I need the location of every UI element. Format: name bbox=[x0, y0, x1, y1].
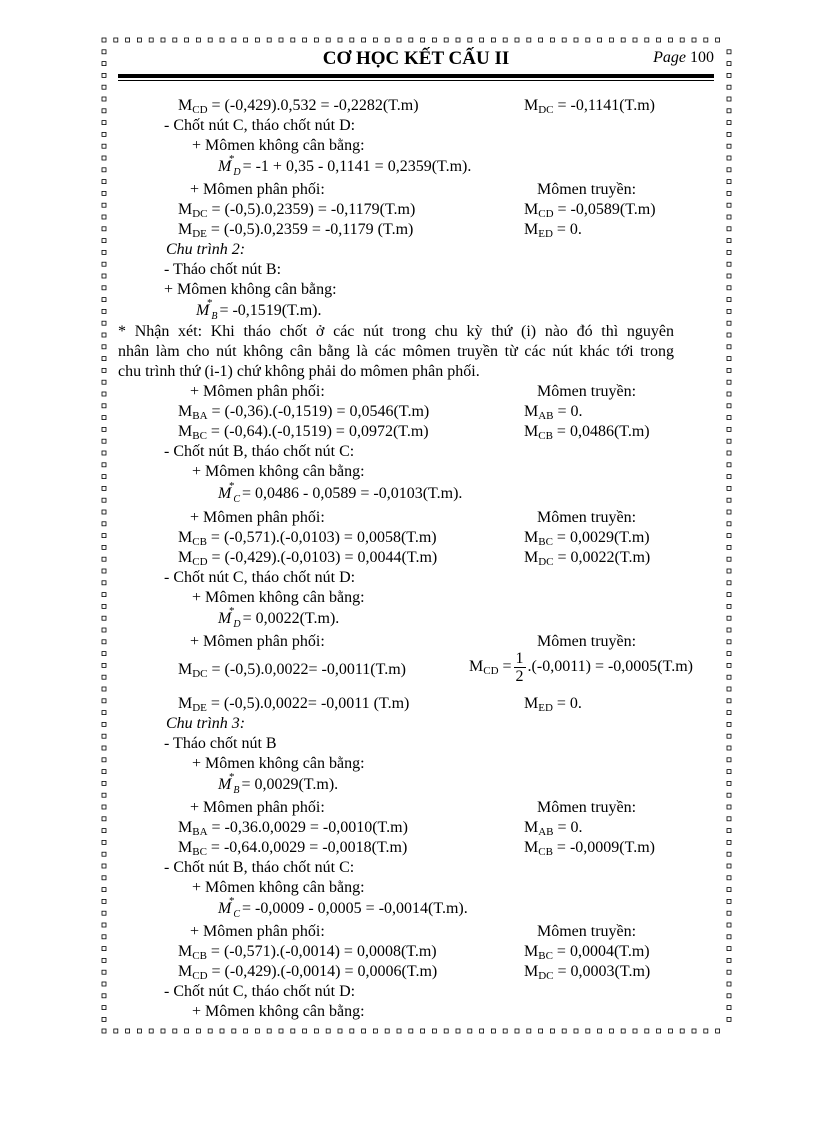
text-run: Mômen truyền: bbox=[537, 799, 637, 816]
text-run: M bbox=[524, 201, 539, 218]
text-run: + Mômen phân phối: bbox=[190, 633, 325, 650]
text-line bbox=[524, 220, 582, 240]
subscript: CB bbox=[192, 950, 207, 962]
text-line bbox=[524, 528, 650, 548]
text-line bbox=[178, 838, 407, 858]
text-run: + Mômen không cân bằng: bbox=[192, 1003, 365, 1020]
subscript: BA bbox=[192, 826, 208, 838]
text-run: M bbox=[524, 221, 539, 238]
text-run: = -1 + 0,35 - 0,1141 = 0,2359(T.m). bbox=[242, 158, 472, 175]
text-line bbox=[178, 528, 437, 548]
section-heading: Chu trình 3: bbox=[166, 715, 246, 732]
text-line bbox=[524, 694, 582, 714]
text-run: Mômen truyền: bbox=[537, 509, 637, 526]
text-line bbox=[192, 878, 365, 898]
text-line bbox=[190, 382, 325, 402]
text-run: Mômen truyền: bbox=[537, 181, 637, 198]
text-line bbox=[524, 942, 650, 962]
text-line bbox=[178, 660, 406, 680]
text-line bbox=[190, 632, 325, 652]
text-line bbox=[166, 714, 245, 734]
text-run: M bbox=[524, 695, 539, 712]
subscript: DC bbox=[192, 668, 208, 680]
text-run: - Tháo chốt nút B bbox=[164, 735, 277, 752]
subscript: DC bbox=[192, 208, 208, 220]
text-line bbox=[118, 322, 674, 342]
text-run: Mômen truyền: bbox=[537, 383, 637, 400]
subscript: CD bbox=[192, 556, 208, 568]
text-line bbox=[524, 818, 583, 838]
subscript: BA bbox=[192, 410, 208, 422]
text-run: + Mômen không cân bằng: bbox=[192, 463, 365, 480]
subscript: CD bbox=[192, 104, 208, 116]
text-line bbox=[537, 632, 636, 652]
text-line bbox=[190, 798, 325, 818]
text-line bbox=[537, 508, 636, 528]
subscript: CB bbox=[538, 846, 553, 858]
text-line bbox=[164, 280, 337, 300]
text-line bbox=[118, 342, 674, 362]
subscript: BC bbox=[538, 536, 553, 548]
text-run: + Mômen không cân bằng: bbox=[192, 589, 365, 606]
subscript: CD bbox=[483, 665, 499, 678]
unbalanced-moment-symbol: M * $_D$ bbox=[218, 605, 241, 630]
subscript: CB bbox=[192, 536, 207, 548]
text-line bbox=[190, 922, 325, 942]
text-run: M bbox=[178, 819, 193, 836]
text-run: + Mômen phân phối: bbox=[190, 799, 325, 816]
text-line bbox=[178, 694, 409, 714]
text-run: M bbox=[178, 963, 193, 980]
text-run: M bbox=[524, 529, 539, 546]
text-run: = -0,36.0,0029 = -0,0010(T.m) bbox=[207, 819, 408, 836]
text-run: = (-0,429).(-0,0103) = 0,0044(T.m) bbox=[207, 549, 438, 566]
unbalanced-moment-symbol: M * $_B$ bbox=[196, 297, 218, 322]
text-line bbox=[178, 96, 419, 116]
text-run: + Mômen không cân bằng: bbox=[192, 137, 365, 154]
text-run: = (-0,64).(-0,1519) = 0,0972(T.m) bbox=[206, 423, 429, 440]
subscript: CB bbox=[538, 430, 553, 442]
text-run: + Mômen không cân bằng: bbox=[164, 281, 337, 298]
text-run: = -0,0009 - 0,0005 = -0,0014(T.m). bbox=[242, 900, 468, 917]
text-line bbox=[537, 798, 636, 818]
text-run: = 0,0022(T.m). bbox=[242, 610, 340, 627]
text-run: - Chốt nút C, tháo chốt nút D: bbox=[164, 569, 356, 586]
page-header bbox=[118, 46, 714, 74]
header-title: CƠ HỌC KẾT CẤU II bbox=[322, 48, 510, 69]
text-run: + Mômen phân phối: bbox=[190, 923, 325, 940]
subscript: DC bbox=[538, 556, 554, 568]
text-run: = (-0,5).0,0022= -0,0011 (T.m) bbox=[206, 695, 410, 712]
text-run: M bbox=[524, 819, 539, 836]
text-run: = -0,0589(T.m) bbox=[553, 201, 656, 218]
text-line bbox=[524, 402, 583, 422]
text-run: nhân làm cho nút không cân bằng là các mômen truyền từ các nút khác tới trong bbox=[118, 343, 674, 360]
text-line bbox=[524, 962, 650, 982]
text-run: = -0,1519(T.m). bbox=[219, 302, 322, 319]
text-run: + Mômen phân phối: bbox=[190, 383, 325, 400]
text-line bbox=[524, 548, 650, 568]
text-run: M bbox=[524, 423, 539, 440]
text-line bbox=[537, 922, 636, 942]
text-run: + Mômen phân phối: bbox=[190, 181, 325, 198]
text-run: = (-0,36).(-0,1519) = 0,0546(T.m) bbox=[207, 403, 430, 420]
text-line bbox=[196, 297, 322, 322]
text-run: M bbox=[178, 221, 193, 238]
text-line bbox=[166, 240, 245, 260]
section-heading: Chu trình 2: bbox=[166, 241, 246, 258]
text-line bbox=[192, 588, 365, 608]
unbalanced-moment-symbol: M * $_C$ bbox=[218, 895, 240, 920]
text-run: = 0. bbox=[553, 403, 583, 420]
text-line bbox=[469, 650, 693, 685]
page-number: 100 bbox=[690, 49, 714, 66]
text-line bbox=[192, 754, 365, 774]
text-run: = 0,0486(T.m) bbox=[552, 423, 650, 440]
text-run: = (-0,5).0,0022= -0,0011(T.m) bbox=[207, 661, 406, 678]
text-line bbox=[524, 422, 650, 442]
text-run: = (-0,5).0,2359) = -0,1179(T.m) bbox=[207, 201, 416, 218]
text-run: = 0,0029(T.m). bbox=[241, 776, 339, 793]
subscript: DC bbox=[538, 104, 554, 116]
text-run: M bbox=[178, 201, 193, 218]
text-run: chu trình thứ (i-1) chứ không phải do mômen phân phối. bbox=[118, 363, 480, 380]
text-line bbox=[178, 548, 437, 568]
text-run: M bbox=[524, 97, 539, 114]
subscript: AB bbox=[538, 826, 554, 838]
text-line bbox=[164, 260, 281, 280]
text-line bbox=[524, 200, 656, 220]
text-line bbox=[192, 1002, 365, 1022]
text-run: M bbox=[524, 839, 539, 856]
subscript: DE bbox=[192, 228, 207, 240]
text-line bbox=[537, 180, 636, 200]
text-run: = (-0,429).(-0,0014) = 0,0006(T.m) bbox=[207, 963, 438, 980]
text-line bbox=[524, 96, 655, 116]
text-line bbox=[164, 442, 354, 462]
page-word: Page bbox=[653, 49, 686, 66]
text-line bbox=[178, 220, 413, 240]
text-run: - Chốt nút B, tháo chốt nút C: bbox=[164, 443, 355, 460]
header-rule-thin bbox=[118, 80, 714, 81]
text-run: = 0,0003(T.m) bbox=[553, 963, 651, 980]
text-run: M bbox=[178, 97, 193, 114]
subscript: DE bbox=[192, 702, 207, 714]
text-line bbox=[164, 116, 355, 136]
subscript: ED bbox=[538, 702, 553, 714]
text-line bbox=[178, 200, 415, 220]
text-run: = (-0,571).(-0,0014) = 0,0008(T.m) bbox=[206, 943, 437, 960]
fraction: $\frac{1}{2}$ bbox=[515, 650, 524, 685]
text-run: - Chốt nút C, tháo chốt nút D: bbox=[164, 117, 356, 134]
text-run: M bbox=[178, 839, 193, 856]
text-line bbox=[192, 462, 365, 482]
text-line bbox=[218, 771, 339, 796]
text-run: M bbox=[524, 403, 539, 420]
text-line bbox=[164, 982, 355, 1002]
text-line bbox=[537, 382, 636, 402]
text-run: M bbox=[178, 529, 193, 546]
subscript: CD bbox=[538, 208, 554, 220]
text-run: = 0. bbox=[553, 819, 583, 836]
text-line bbox=[178, 962, 437, 982]
text-run: M bbox=[524, 943, 539, 960]
text-run: + Mômen không cân bằng: bbox=[192, 879, 365, 896]
text-run: = 0,0022(T.m) bbox=[553, 549, 651, 566]
text-line bbox=[178, 942, 437, 962]
text-run: = 0. bbox=[552, 695, 582, 712]
text-run: = 0,0004(T.m) bbox=[552, 943, 650, 960]
subscript: CD bbox=[192, 970, 208, 982]
text-line bbox=[164, 858, 354, 878]
text-run: = -0,0009(T.m) bbox=[552, 839, 655, 856]
text-run: = 0,0029(T.m) bbox=[552, 529, 650, 546]
text-line bbox=[164, 734, 277, 754]
unbalanced-moment-symbol: M * $_D$ bbox=[218, 153, 241, 178]
text-run: = 0. bbox=[552, 221, 582, 238]
text-run: M bbox=[178, 661, 193, 678]
subscript: BC bbox=[192, 846, 207, 858]
text-run: M bbox=[524, 549, 539, 566]
header-page-label bbox=[653, 49, 714, 67]
subscript: BC bbox=[192, 430, 207, 442]
text-run: * Nhận xét: Khi tháo chốt ở các nút trong chu kỳ thứ (i) nào đó thì nguyên bbox=[118, 323, 674, 340]
text-run: M bbox=[178, 943, 193, 960]
text-run: = (-0,429).0,532 = -0,2282(T.m) bbox=[207, 97, 419, 114]
text-run: = -0,1141(T.m) bbox=[553, 97, 655, 114]
text-run: Mômen truyền: bbox=[537, 633, 637, 650]
unbalanced-moment-symbol: M * $_C$ bbox=[218, 480, 240, 505]
header-rule-thick bbox=[118, 74, 714, 78]
text-line bbox=[190, 180, 325, 200]
text-line bbox=[218, 605, 340, 630]
text-line bbox=[178, 818, 408, 838]
text-run: = bbox=[498, 658, 512, 676]
text-run: = 0,0486 - 0,0589 = -0,0103(T.m). bbox=[242, 485, 463, 502]
text-run: = (-0,5).0,2359 = -0,1179 (T.m) bbox=[206, 221, 414, 238]
unbalanced-moment-symbol: M * $_B$ bbox=[218, 771, 240, 796]
text-run: .(-0,0011) = -0,0005(T.m) bbox=[527, 658, 693, 676]
text-line bbox=[178, 422, 429, 442]
text-run: - Chốt nút C, tháo chốt nút D: bbox=[164, 983, 356, 1000]
text-run: M bbox=[178, 423, 193, 440]
text-run: = (-0,571).(-0,0103) = 0,0058(T.m) bbox=[206, 529, 437, 546]
text-run: - Chốt nút B, tháo chốt nút C: bbox=[164, 859, 355, 876]
subscript: AB bbox=[538, 410, 554, 422]
text-run: M bbox=[178, 695, 193, 712]
subscript: BC bbox=[538, 950, 553, 962]
text-line bbox=[218, 153, 472, 178]
text-line bbox=[164, 568, 355, 588]
text-run: M bbox=[178, 403, 193, 420]
text-run: M bbox=[469, 658, 484, 676]
text-run: M bbox=[524, 963, 539, 980]
text-line bbox=[218, 895, 468, 920]
subscript: ED bbox=[538, 228, 553, 240]
text-line bbox=[118, 362, 480, 382]
text-line bbox=[178, 402, 429, 422]
text-run: + Mômen không cân bằng: bbox=[192, 755, 365, 772]
text-line bbox=[524, 838, 655, 858]
subscript: DC bbox=[538, 970, 554, 982]
text-line bbox=[218, 480, 463, 505]
text-run: + Mômen phân phối: bbox=[190, 509, 325, 526]
text-line bbox=[190, 508, 325, 528]
text-run: Mômen truyền: bbox=[537, 923, 637, 940]
text-line bbox=[192, 136, 365, 156]
text-run: = -0,64.0,0029 = -0,0018(T.m) bbox=[206, 839, 408, 856]
text-run: M bbox=[178, 549, 193, 566]
text-run: - Tháo chốt nút B: bbox=[164, 261, 282, 278]
